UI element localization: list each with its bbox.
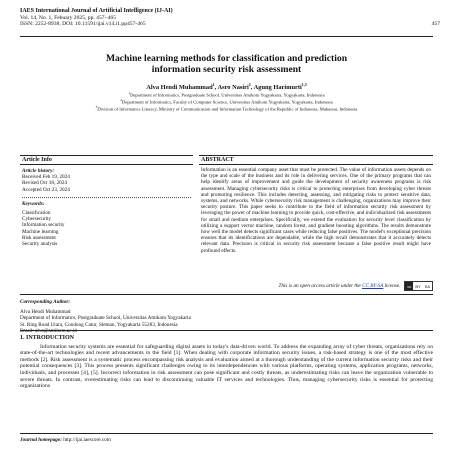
keyword: Cybersecurity: [22, 216, 52, 223]
affiliation: $^3$Division of Informatics Literacy, Ministry of Communication and Information Technology of the Republic of Indonesia, Makassar, Indonesia: [95, 105, 358, 112]
keyword: Classification: [22, 210, 51, 217]
license-link[interactable]: CC BY-SA: [362, 283, 384, 289]
keyword: Information security: [22, 222, 65, 229]
author: Agung Harimurti: [253, 84, 302, 92]
journal-issn: ISSN: 2252-8938, DOI: 10.11591/ijai.v14.i1.pp457-465: [20, 21, 146, 28]
revised-date: Revised Oct 18, 2024: [22, 180, 67, 187]
homepage-url[interactable]: http://ijai.iaescore.com: [63, 437, 111, 443]
journal-header: [20, 8, 440, 28]
footer-rule: [20, 433, 433, 434]
divider: [22, 197, 191, 198]
introduction-text: Information security systems are essential for safeguarding digital assets in today's data-driven world. To address the expanding array of cyber threats, organizations rely on state-of-the-art technologies and recent advancements in the field [1]. When dealing with corporate information security issues, a risk-based strategy is one of the most effective methods [2]. Risk assessment is a systematic process encompassing risk analysis and evaluation aimed at a thorough understanding of the current information security risks and their potential consequences [3]. This process presents significant challenges owing to its interdependencies with various platforms, operating systems, application programs, networks, individuals, and processes [4], [5]. Incorrect information in risk assessment can pose significant and costly threats, as underestimating risks can leave the organization vulnerable to severe threats. In contrast, overestimating risks can lead to discontinuing valuable IT services and technologies. Thus, managing cybersecurity risks is essential for protecting organizations: [20, 343, 433, 390]
affiliation: $^2$Department of Informatics, Faculty of Computer Science, Universitas Amikom Yogyakarta, Yogyakarta, Indonesia: [120, 98, 333, 105]
article-info-heading: Article Info: [20, 155, 193, 165]
affiliations: [40, 91, 413, 112]
corresponding-dept: Department of Informatics, Postgraduate School, Universitas Amikom Yogyakarta: [20, 315, 191, 322]
history-label: Article history:: [22, 168, 55, 174]
affiliation: $^1$Department of Informatics, Postgraduate School, Universitas Amikom Yogyakarta, Yogyakarta, Indonesia: [128, 91, 325, 98]
author-list: Alva Hendi Muhammad$^1$, Asro Nasiri$^2$, Agung Harimurti$^{1,3}$: [146, 82, 307, 92]
abstract-box: [199, 155, 433, 256]
section-rule: [20, 294, 433, 295]
keywords-label: Keywords:: [22, 200, 45, 207]
abstract-heading: ABSTRACT: [199, 155, 433, 165]
journal-name: IAES International Journal of Artificial Intelligence (IJ-AI): [20, 8, 173, 14]
title-line-2: information security risk assessment: [151, 64, 302, 75]
page-number: 457: [431, 21, 440, 28]
license-text: This is an open access article under the: [278, 283, 361, 289]
license-suffix: license.: [384, 283, 401, 289]
keyword: Security analysis: [22, 241, 58, 248]
corresponding-address: St. Ring Road Utara, Condong Catur, Sleman, Yogyakarta 55283, Indonesia: [20, 321, 178, 328]
abstract-text: Information is an essential company asset that must be protected. The value of information assets depends on the type and scale of the business and its role in delivering services. One of the primary programs that can help identify areas of improvement and guide the development of security awareness programs is risk assessment. Managing cybersecurity risks is critical to protecting enterprises from developing cyber threats and promoting resilience. This includes detecting, assessing, and mitigating risks to protect sensitive data, systems, and networks. While cybersecurity risk management is challenging, organizations may improve their security posture. This paper seeks to contribute to the field of information security risk assessment by leveraging the power of machine learning to provide quick, cost-effective, and individualized risk assessments for small and medium enterprises. Specifically, we extend the evaluation for security level classification by utilizing a support vector machine, random forest, and gradient boosting algorithms. The results demonstrate how well the model detects significant cases while reducing false positives. The model's exceptional precision ensures that its identifications are dependable, while the high recall demonstrates that it accurately detects relevant data. Precision is critical in security risk assessment because a false positive result might have profound effects.: [201, 167, 431, 254]
author: Alva Hendi Muhammad: [146, 84, 213, 92]
journal-footer: [20, 437, 433, 443]
paper-title: [20, 53, 433, 75]
introduction-section: [20, 335, 433, 390]
corresponding-label: Corresponding Author:: [20, 299, 71, 305]
author: Asro Nasiri: [217, 84, 249, 92]
title-line-1: Machine learning methods for classification and prediction: [105, 53, 348, 64]
keyword: Machine learning: [22, 228, 59, 235]
header-rule: [20, 36, 433, 37]
corresponding-author: [20, 299, 320, 334]
keyword: Risk assessment: [22, 234, 56, 241]
corresponding-name: Alva Hendi Muhammad: [20, 309, 71, 316]
section-rule: [20, 330, 433, 331]
introduction-heading: 1. INTRODUCTION: [20, 335, 75, 341]
article-info-box: [20, 155, 193, 250]
journal-volume: Vol. 14, No. 1, Febuary 2025, pp. 457~465: [20, 14, 116, 21]
homepage-label: Journal homepage:: [20, 437, 62, 443]
received-date: Received Feb 19, 2024: [22, 174, 70, 181]
accepted-date: Accepted Oct 23, 2024: [22, 186, 70, 193]
license-line: [199, 281, 433, 291]
corresponding-email[interactable]: Email: alva@amikom.ac.id: [20, 327, 77, 334]
cc-by-sa-badge-icon[interactable]: cc BY SA: [404, 281, 433, 291]
